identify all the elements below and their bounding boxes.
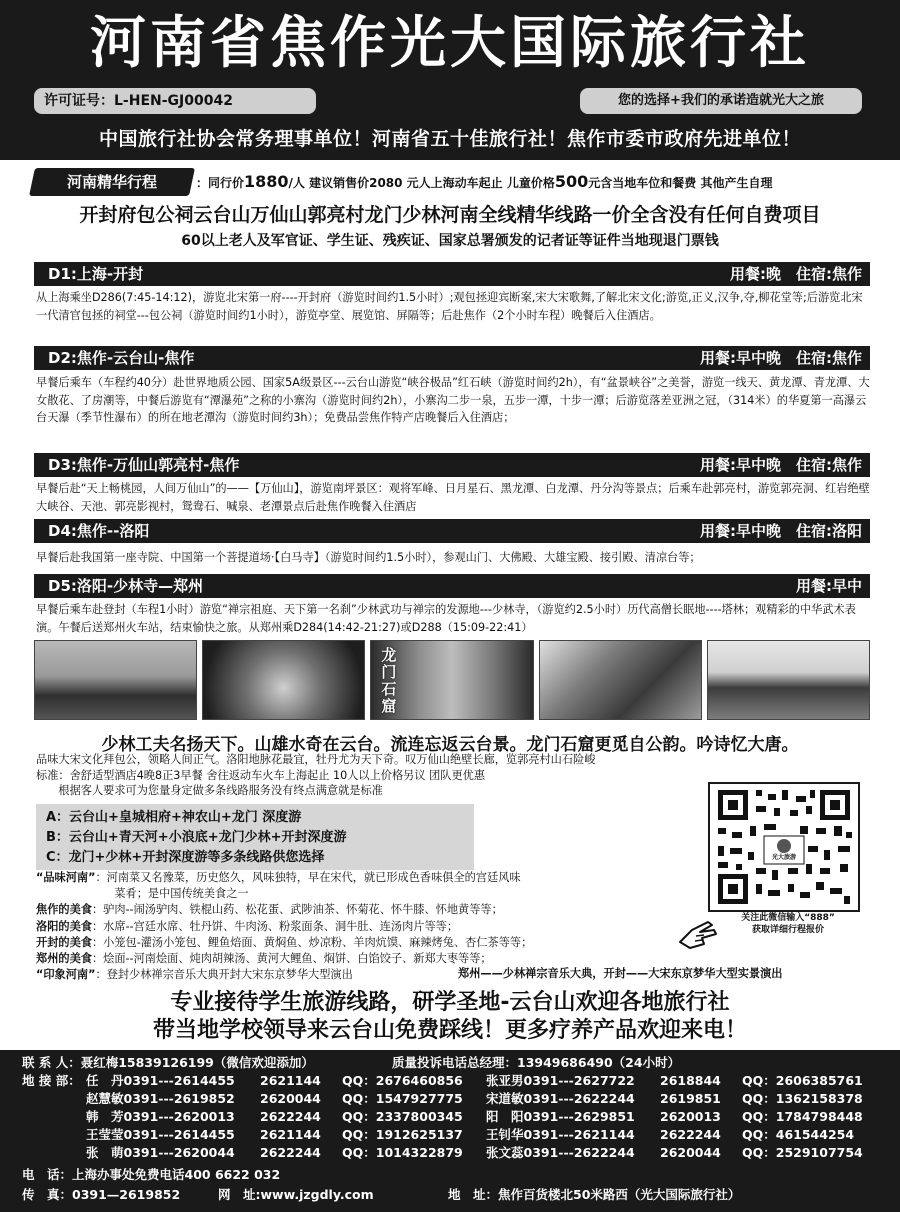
note-line: 根据客人要求可为您量身定做多条线路服务没有终点满意就是标准 <box>36 784 383 797</box>
license-number: 许可证号：L-HEN-GJ00042 <box>34 88 316 114</box>
route-option-c: C：龙门+少林+开封深度游等多条线路供您选择 <box>46 850 325 865</box>
tour-price-text: ：同行价1880/人 建议销售价2080 元人上海动车起止 儿童价格500元含当地车位和餐费 其他产生自理 <box>196 172 773 191</box>
qr-pattern-icon <box>710 784 858 910</box>
day-2-text: 早餐后乘车（车程约40分）赴世界地质公园、国家5A级景区---云台山游览“峡谷极品”红石峡（游览时间约2h），有“盆景峡谷”之美誉，游览一线天、黄龙潭、青龙潭、大女散花、了房潮等，中餐后游览有“潭瀑苑”之称的小寨沟（游览时间约2h），小寨沟二步一泉，五步一潭，十步一潭；后游览落差亚洲之冠，（314米）的华夏第一高瀑云台天瀑（季节性瀑布）的所在地老潭沟（游览时间约3h）；免费品尝焦作特产店晚餐后入住酒店； <box>36 376 870 425</box>
day-3-bar <box>34 453 870 477</box>
qr-caption <box>712 912 864 936</box>
pointing-hand-icon <box>678 916 720 950</box>
slogan: 您的选择+我们的承诺造就光大之旅 <box>580 88 862 114</box>
photo-gorge-waterfall <box>202 640 365 720</box>
liaison-contact: 联 系 人：聂红梅15839126199（微信欢迎添加） <box>22 1055 314 1070</box>
contact-row: 张 萌0391---2620044 2622244 QQ：1014322879 张文蕊0391---2622244 2620044 QQ：2529107754 <box>86 1145 863 1160</box>
peer-price: 1880 <box>244 172 289 191</box>
day-title: D5:洛阳-少林寺—郑州 <box>48 577 204 595</box>
website-link[interactable]: 网 址:www.jzgdly.com <box>218 1187 374 1202</box>
route-options <box>36 804 474 870</box>
fax-number: 传 真：0391—2619852 <box>22 1187 181 1202</box>
promo-line-2: 带当地学校领导来云台山免费踩线！更多疗养产品欢迎来电！ <box>152 1018 747 1043</box>
qr-caption-line-2: 获取详细行程报价 <box>751 925 824 935</box>
wechat-qr-code[interactable] <box>708 782 860 912</box>
day-1-bar <box>34 262 870 286</box>
contact-row: 王莹莹0391---2614455 2621144 QQ：1912625137 王钊华0391---2621144 2622244 QQ：461544254 <box>86 1127 855 1142</box>
tour-label: 河南精华行程 <box>29 168 195 196</box>
photo-shaolin-temple <box>707 640 870 720</box>
day-meals: 用餐:早中晚 住宿:洛阳 <box>700 522 862 540</box>
food-row: 开封的美食 ：小笼包-灌汤小笼包、鲤鱼焙面、黄焖鱼、炒凉粉、羊肉炕馍、麻辣烤兔、杏仁茶等等； <box>36 935 533 949</box>
day-4-bar <box>34 519 870 543</box>
food-row: “品味河南” ：河南菜又名豫菜，历史悠久，风味独特，早在宋代，就已形成色香味俱全的宫廷风味 <box>36 871 521 884</box>
note-line: 品味大宋文化拜包公，领略人间正气。洛阳地脉花最宜，牡丹尤为天下奇。叹万仙山绝壁长廊，览郭亮村山石险峻 <box>36 753 596 766</box>
day-title: D2:焦作-云台山-焦作 <box>48 349 195 367</box>
company-name: 河南省焦作光大国际旅行社 <box>90 11 810 76</box>
photo-caption: 龙门石窟 <box>381 646 397 715</box>
office-phone: 电 话：上海办事处免费电话400 6622 032 <box>22 1167 281 1182</box>
day-4-text: 早餐后赴我国第一座寺院、中国第一个菩提道场·【白马寺】（游览时间约1.5小时），参观山门、大佛殿、大雄宝殿、接引殿、清凉台等； <box>36 551 701 564</box>
day-2-bar <box>34 346 870 370</box>
food-row: 洛阳的美食 ：水席--宫廷水席、牡丹饼、牛肉汤、粉浆面条、洞牛肚、连汤肉片等等； <box>36 919 459 933</box>
qr-center-logo: 光大旅游 <box>771 854 796 861</box>
discount-note: 60以上老人及军官证、学生证、残疾证、国家总署颁发的记者证等证件当地现退门票钱 <box>181 233 719 249</box>
child-price: 500 <box>554 172 589 191</box>
route-headline: 开封府包公祠云台山万仙山郭亮村龙门少林河南全线精华线路一价全含没有任何自费项目 <box>79 204 821 226</box>
poem-slogan: 少林工夫名扬天下。山雄水奇在云台。流连忘返云台景。龙门石窟更觅自公韵。吟诗忆大唐。 <box>101 735 799 755</box>
day-5-bar <box>34 574 870 598</box>
contact-row: 赵慧敏0391---2619852 2620044 QQ：1547927775 宋道敏0391---2622244 2619851 QQ：1362158378 <box>86 1091 863 1106</box>
food-row: “印象河南” ：登封少林禅宗音乐大典开封大宋东京梦华大型演出 <box>36 968 353 982</box>
day-meals: 用餐:早中 <box>796 577 862 595</box>
photo-cliff-road <box>539 640 702 720</box>
route-option-b: B：云台山+青天河+小浪底+龙门少林+开封深度游 <box>46 830 347 845</box>
food-row: 郑州的美食 ：烩面--河南烩面、炖肉胡辣汤、黄河大鲤鱼、焖饼、白馅饺子、新郑大枣等等； <box>36 952 492 966</box>
day-1-text: 从上海乘坐D286(7:45-14:12)，游览北宋第一府----开封府（游览时间约1.5小时）;观包拯迎宾断案,宋大宋歌舞,了解北宋文化;游览,正义,汉争,夺,柳花堂等;后游览北宋一代清官包拯的祠堂---包公祠（游览时间约1小时），游览亭堂、展览馆、屏隔等；后赴焦作（2个小时车程）晚餐后入住酒店。 <box>36 291 863 322</box>
day-title: D1:上海-开封 <box>48 265 144 283</box>
route-option-a: A：云台山+皇城相府+神农山+龙门 深度游 <box>46 810 302 825</box>
contact-row: 任 丹0391---2614455 2621144 QQ：2676460856 张亚男0391---2627722 2618844 QQ：2606385761 <box>86 1073 863 1088</box>
food-row: 焦作的美食 ：驴肉--闹汤驴肉、铁棍山药、松花蛋、武陟油茶、怀菊花、怀牛膝、怀地黄等等； <box>36 903 503 917</box>
photo-lake-pavilion <box>34 640 197 720</box>
honors-line: 中国旅行社协会常务理事单位！河南省五十佳旅行社！焦作市委市政府先进单位！ <box>98 128 801 150</box>
scenic-photo-strip <box>34 640 870 720</box>
food-row: 菜肴；是中国传统美食之一 <box>103 887 249 901</box>
day-3-text: 早餐后赴“天上畅桃园，人间万仙山”的——【万仙山】，游览南坪景区：观将军峰、日月星石、黑龙潭、白龙潭、丹分沟等景点；后乘车赴郭亮村，游览郭亮洞、红岩绝壁大峡谷、天池、郭亮影视村，鸳鸯石、喊泉、老潭景点后赴焦作晚餐入住酒店 <box>36 482 870 513</box>
contact-panel <box>0 1050 900 1212</box>
contact-row: 韩 芳0391---2620013 2622244 QQ：2337800345 阳 阳0391---2629851 2620013 QQ：1784798448 <box>86 1109 863 1124</box>
reception-label: 地 接 部： <box>22 1073 81 1088</box>
day-meals: 用餐:晚 住宿:焦作 <box>730 265 862 283</box>
header-banner <box>0 0 900 160</box>
photo-longmen-grottoes <box>370 640 533 720</box>
performance-note: 郑州——少林禅宗音乐大典，开封——大宋东京梦华大型实景演出 <box>458 967 783 980</box>
promo-line-1: 专业接待学生旅游线路，研学圣地-云台山欢迎各地旅行社 <box>170 990 730 1015</box>
day-meals: 用餐:早中晚 住宿:焦作 <box>700 349 862 367</box>
complaint-hotline: 质量投诉电话总经理：13949686490（24小时） <box>392 1055 681 1070</box>
office-address: 地 址：焦作百货楼北50米路西（光大国际旅行社） <box>448 1187 741 1202</box>
day-meals: 用餐:早中晚 住宿:焦作 <box>700 456 862 474</box>
day-5-text: 早餐后乘车赴登封（车程1小时）游览“禅宗祖庭、天下第一名刹”少林武功与禅宗的发源地---少林寺，（游览约2.5小时）历代高僧长眠地----塔林；观精彩的中华武术表演。午餐后送郑州火车站，结束愉快之旅。从郑州乘D284(14:42-21:27)或D288（15:09-22:41） <box>36 603 856 634</box>
tour-notes <box>36 752 756 799</box>
qr-caption-line-1: 关注此微信输入“888” <box>741 913 835 923</box>
tour-price-line <box>0 166 900 198</box>
day-title: D3:焦作-万仙山郭亮村-焦作 <box>48 456 240 474</box>
note-line: 标准：舍舒适型酒店4晚8正3早餐 舍往返动车火车上海起止 10人以上价格另议 团队更优惠 <box>36 768 486 782</box>
day-title: D4:焦作--洛阳 <box>48 522 150 540</box>
